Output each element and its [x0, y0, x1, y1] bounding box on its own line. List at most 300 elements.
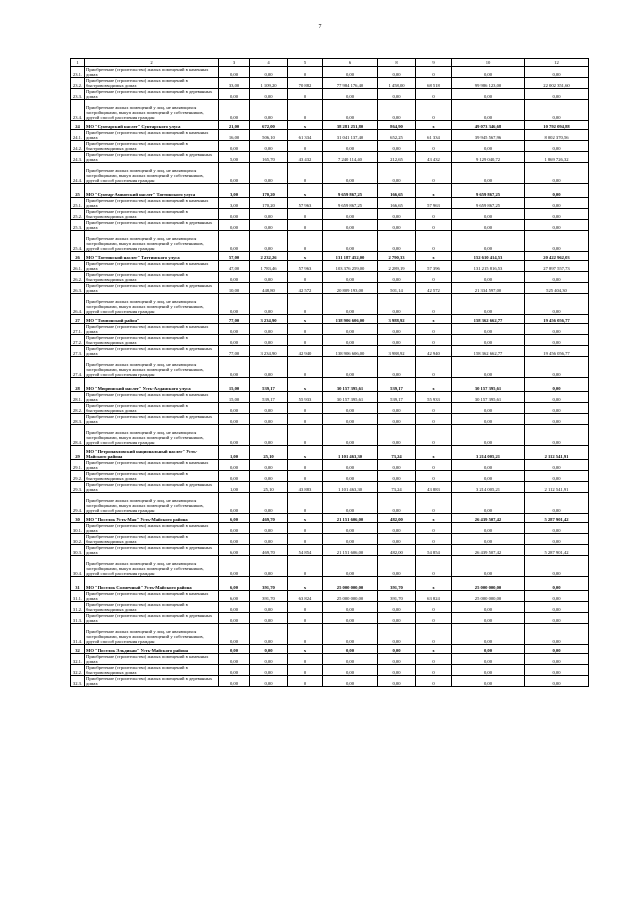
total-cost-cell: 0,00 — [452, 231, 525, 252]
area-cell: 0,00 — [250, 676, 288, 687]
row-name-cell: Приобретение жилых помещений у лиц, не являющихся застройщиками, выкуп жилых помещений у собственников, другой способ расселения граждан — [85, 294, 219, 315]
actual-area-cell: 652,25 — [378, 130, 416, 141]
actual-unit-cost-cell: 55 933 — [416, 392, 452, 403]
area-cell: 0,00 — [250, 613, 288, 624]
unit-cost-cell: 0 — [288, 534, 323, 545]
row-index-cell: 25.2. — [71, 209, 85, 220]
actual-unit-cost-cell: 0 — [416, 665, 452, 676]
area-cell: 0,00 — [250, 294, 288, 315]
row-index-cell: 29 — [71, 446, 85, 460]
area-cell: 25,10 — [250, 446, 288, 460]
actual-area-cell: 539,17 — [378, 378, 416, 392]
row-index-cell: 27.4. — [71, 357, 85, 378]
row-name-cell: Приобретение (строительство) жилых помещений в быстровозводимых домах — [85, 78, 219, 89]
actual-unit-cost-cell: x — [416, 184, 452, 198]
row-index-cell: 32 — [71, 645, 85, 654]
budget-cell: 0,00 — [323, 163, 378, 184]
apartments-count-cell: 0,00 — [219, 493, 250, 514]
budget-cell: 0,00 — [323, 493, 378, 514]
area-cell: 469,70 — [250, 545, 288, 556]
actual-area-cell: 0,00 — [378, 163, 416, 184]
actual-area-cell: 501,14 — [378, 283, 416, 294]
actual-unit-cost-cell: 0 — [416, 220, 452, 231]
extra-funds-cell: 0,00 — [525, 272, 589, 283]
unit-cost-cell: 0 — [288, 665, 323, 676]
row-index-cell: 25.1. — [71, 198, 85, 209]
actual-area-cell: 0,00 — [378, 534, 416, 545]
row-name-cell: МО "Поселок Солнечный" Усть-Майского района — [85, 577, 219, 591]
budget-cell: 30 157 395,61 — [323, 378, 378, 392]
budget-cell: 38 281 251,80 — [323, 121, 378, 130]
area-cell: 0,00 — [250, 403, 288, 414]
apartments-count-cell: 15,00 — [219, 392, 250, 403]
apartments-count-cell: 3,00 — [219, 184, 250, 198]
table-row — [71, 130, 589, 141]
total-cost-cell: 0,00 — [452, 100, 525, 121]
row-index-cell: 31.2. — [71, 602, 85, 613]
total-cost-cell: 21 334 597,00 — [452, 283, 525, 294]
budget-cell: 0,00 — [323, 100, 378, 121]
budget-cell: 31 041 137,40 — [323, 130, 378, 141]
unit-cost-cell: x — [288, 577, 323, 591]
unit-cost-cell: 55 933 — [288, 392, 323, 403]
area-cell: 165,70 — [250, 152, 288, 163]
apartments-count-cell: 0,00 — [219, 335, 250, 346]
actual-area-cell: 391,70 — [378, 577, 416, 591]
actual-unit-cost-cell: 0 — [416, 294, 452, 315]
area-cell: 0,00 — [250, 357, 288, 378]
row-index-cell: 32.1. — [71, 654, 85, 665]
row-name-cell: МО "Сунтарский наслег" Сунтарского улуса — [85, 121, 219, 130]
actual-unit-cost-cell: x — [416, 121, 452, 130]
extra-funds-cell: 0,00 — [525, 231, 589, 252]
extra-funds-cell: 0,00 — [525, 294, 589, 315]
area-cell: 3 234,90 — [250, 346, 288, 357]
budget-cell: 21 151 606,00 — [323, 545, 378, 556]
unit-cost-cell: x — [288, 315, 323, 324]
actual-unit-cost-cell: x — [416, 315, 452, 324]
apartments-count-cell: 3,00 — [219, 198, 250, 209]
unit-cost-cell: 0 — [288, 294, 323, 315]
area-cell: 0,00 — [250, 665, 288, 676]
unit-cost-cell: 0 — [288, 556, 323, 577]
extra-funds-cell: 0,00 — [525, 67, 589, 78]
actual-area-cell: 0,00 — [378, 272, 416, 283]
unit-cost-cell: 0 — [288, 335, 323, 346]
table-row — [71, 231, 589, 252]
total-cost-cell: 39 945 567,96 — [452, 130, 525, 141]
row-index-cell: 26.1. — [71, 261, 85, 272]
budget-cell: 9 659 867,25 — [323, 184, 378, 198]
area-cell: 1 783,46 — [250, 261, 288, 272]
total-cost-cell: 0,00 — [452, 272, 525, 283]
actual-unit-cost-cell: 0 — [416, 556, 452, 577]
table-row — [71, 493, 589, 514]
apartments-count-cell: 5,00 — [219, 152, 250, 163]
extra-funds-cell: 0,00 — [525, 523, 589, 534]
actual-area-cell: 0,00 — [378, 613, 416, 624]
actual-area-cell: 0,00 — [378, 523, 416, 534]
row-name-cell: Приобретение (строительство) жилых помещений в деревянных домах — [85, 346, 219, 357]
actual-unit-cost-cell: 61 334 — [416, 130, 452, 141]
apartments-count-cell: 0,00 — [219, 613, 250, 624]
extra-funds-cell: 0,00 — [525, 602, 589, 613]
area-cell: 0,00 — [250, 209, 288, 220]
budget-cell: 21 151 606,00 — [323, 514, 378, 523]
row-index-cell: 29.1. — [71, 460, 85, 471]
actual-area-cell: 0,00 — [378, 100, 416, 121]
total-cost-cell: 9 129 040,72 — [452, 152, 525, 163]
total-cost-cell: 0,00 — [452, 523, 525, 534]
area-cell: 391,70 — [250, 591, 288, 602]
area-cell: 0,00 — [250, 335, 288, 346]
table-row — [71, 78, 589, 89]
table-row — [71, 613, 589, 624]
extra-funds-cell: 0,00 — [525, 184, 589, 198]
table-row — [71, 425, 589, 446]
actual-area-cell: 3 988,92 — [378, 315, 416, 324]
actual-unit-cost-cell: 57 396 — [416, 261, 452, 272]
actual-unit-cost-cell: 0 — [416, 231, 452, 252]
unit-cost-cell: 0 — [288, 425, 323, 446]
total-cost-cell: 9 659 867,25 — [452, 184, 525, 198]
area-cell: 0,00 — [250, 425, 288, 446]
row-index-cell: 28.2. — [71, 403, 85, 414]
row-name-cell: Приобретение (строительство) жилых помещений в быстровозводимых домах — [85, 602, 219, 613]
area-cell: 0,00 — [250, 414, 288, 425]
actual-unit-cost-cell: 63 824 — [416, 591, 452, 602]
row-index-cell: 25.4. — [71, 231, 85, 252]
area-cell: 0,00 — [250, 645, 288, 654]
apartments-count-cell: 0,00 — [219, 460, 250, 471]
actual-unit-cost-cell: 0 — [416, 414, 452, 425]
budget-cell: 1 101 463,30 — [323, 482, 378, 493]
row-name-cell: Приобретение (строительство) жилых помещений в быстровозводимых домах — [85, 141, 219, 152]
actual-area-cell: 0,00 — [378, 602, 416, 613]
actual-area-cell: 0,00 — [378, 676, 416, 687]
unit-cost-cell: x — [288, 184, 323, 198]
budget-cell: 0,00 — [323, 654, 378, 665]
extra-funds-cell: 0,00 — [525, 209, 589, 220]
row-name-cell: Приобретение жилых помещений у лиц, не являющихся застройщиками, выкуп жилых помещений у собственников, другой способ расселения граждан — [85, 425, 219, 446]
actual-area-cell: 166,65 — [378, 198, 416, 209]
actual-area-cell: 0,00 — [378, 425, 416, 446]
table-row — [71, 471, 589, 482]
extra-funds-cell: 0,00 — [525, 665, 589, 676]
actual-unit-cost-cell: 0 — [416, 163, 452, 184]
row-name-cell: Приобретение (строительство) жилых помещений в деревянных домах — [85, 414, 219, 425]
apartments-count-cell: 0,00 — [219, 665, 250, 676]
total-cost-cell: 49 073 346,68 — [452, 121, 525, 130]
actual-unit-cost-cell: 0 — [416, 67, 452, 78]
unit-cost-cell: 0 — [288, 493, 323, 514]
total-cost-cell: 0,00 — [452, 665, 525, 676]
extra-funds-cell: 0,00 — [525, 591, 589, 602]
row-name-cell: Приобретение (строительство) жилых помещений в каменных домах — [85, 198, 219, 209]
row-name-cell: Приобретение (строительство) жилых помещений в деревянных домах — [85, 613, 219, 624]
extra-funds-cell: 0,00 — [525, 89, 589, 100]
row-name-cell: Приобретение (строительство) жилых помещений в каменных домах — [85, 591, 219, 602]
total-cost-cell: 0,00 — [452, 493, 525, 514]
area-cell: 0,00 — [250, 654, 288, 665]
apartments-count-cell: 77,00 — [219, 315, 250, 324]
row-name-cell: Приобретение (строительство) жилых помещений в деревянных домах — [85, 89, 219, 100]
row-name-cell: МО "Таттинский наслег" Таттинского улуса — [85, 252, 219, 261]
actual-area-cell: 482,00 — [378, 545, 416, 556]
actual-area-cell: 0,00 — [378, 357, 416, 378]
actual-unit-cost-cell: 0 — [416, 523, 452, 534]
actual-unit-cost-cell: x — [416, 378, 452, 392]
apartments-count-cell: 0,00 — [219, 425, 250, 446]
total-cost-cell: 0,00 — [452, 89, 525, 100]
row-index-cell: 30.1. — [71, 523, 85, 534]
row-name-cell: Приобретение (строительство) жилых помещений в деревянных домах — [85, 545, 219, 556]
total-cost-cell: 0,00 — [452, 403, 525, 414]
extra-funds-cell: 0,00 — [525, 471, 589, 482]
table-row — [71, 272, 589, 283]
row-name-cell: Приобретение (строительство) жилых помещений в быстровозводимых домах — [85, 534, 219, 545]
row-index-cell: 30 — [71, 514, 85, 523]
unit-cost-cell: x — [288, 121, 323, 130]
apartments-count-cell: 6,00 — [219, 514, 250, 523]
actual-unit-cost-cell: 42 572 — [416, 283, 452, 294]
budget-cell: 25 000 000,00 — [323, 591, 378, 602]
extra-funds-cell: 0,00 — [525, 403, 589, 414]
extra-funds-cell: 0,00 — [525, 378, 589, 392]
actual-area-cell: 0,00 — [378, 141, 416, 152]
actual-area-cell: 0,00 — [378, 645, 416, 654]
extra-funds-cell: 0,00 — [525, 141, 589, 152]
actual-area-cell: 0,00 — [378, 294, 416, 315]
budget-cell: 30 157 395,61 — [323, 392, 378, 403]
total-cost-cell: 25 000 000,00 — [452, 577, 525, 591]
total-cost-cell: 26 439 507,42 — [452, 545, 525, 556]
total-cost-cell: 0,00 — [452, 676, 525, 687]
extra-funds-cell: 5 287 901,42 — [525, 514, 589, 523]
area-cell: 0,00 — [250, 67, 288, 78]
total-cost-cell: 131 215 816,53 — [452, 261, 525, 272]
row-index-cell: 26.3. — [71, 283, 85, 294]
table-row — [71, 545, 589, 556]
apartments-count-cell: 0,00 — [219, 220, 250, 231]
apartments-count-cell: 0,00 — [219, 403, 250, 414]
column-header: 5 — [288, 59, 323, 67]
total-cost-cell: 0,00 — [452, 414, 525, 425]
area-cell: 0,00 — [250, 471, 288, 482]
table-row — [71, 89, 589, 100]
row-name-cell: Приобретение жилых помещений у лиц, не являющихся застройщиками, выкуп жилых помещений у собственников, другой способ расселения граждан — [85, 624, 219, 645]
total-cost-cell: 0,00 — [452, 471, 525, 482]
row-index-cell: 27 — [71, 315, 85, 324]
unit-cost-cell: 0 — [288, 272, 323, 283]
extra-funds-cell: 2 112 541,91 — [525, 482, 589, 493]
actual-unit-cost-cell: 0 — [416, 89, 452, 100]
extra-funds-cell: 0,00 — [525, 624, 589, 645]
column-header: 10 — [452, 59, 525, 67]
total-cost-cell: 26 439 507,42 — [452, 514, 525, 523]
total-cost-cell: 158 362 662,77 — [452, 346, 525, 357]
row-name-cell: МО "Поселок Эльдикан" Усть-Майского района — [85, 645, 219, 654]
area-cell: 0,00 — [250, 523, 288, 534]
actual-unit-cost-cell: 0 — [416, 613, 452, 624]
budget-cell: 0,00 — [323, 676, 378, 687]
column-header: 4 — [250, 59, 288, 67]
area-cell: 448,80 — [250, 283, 288, 294]
budget-cell: 0,00 — [323, 89, 378, 100]
extra-funds-cell: 0,00 — [525, 493, 589, 514]
actual-unit-cost-cell: 0 — [416, 357, 452, 378]
row-name-cell: Приобретение (строительство) жилых помещений в быстровозводимых домах — [85, 403, 219, 414]
actual-unit-cost-cell: 42 940 — [416, 346, 452, 357]
table-row — [71, 283, 589, 294]
total-cost-cell: 3 214 005,21 — [452, 446, 525, 460]
budget-cell: 0,00 — [323, 335, 378, 346]
area-cell: 0,00 — [250, 220, 288, 231]
actual-unit-cost-cell: x — [416, 514, 452, 523]
apartments-count-cell: 6,00 — [219, 577, 250, 591]
row-name-cell: Приобретение жилых помещений у лиц, не являющихся застройщиками, выкуп жилых помещений у собственников, другой способ расселения граждан — [85, 556, 219, 577]
apartments-count-cell: 57,00 — [219, 252, 250, 261]
actual-area-cell: 166,65 — [378, 184, 416, 198]
row-name-cell: Приобретение жилых помещений у лиц, не являющихся застройщиками, выкуп жилых помещений у собственников, другой способ расселения граждан — [85, 493, 219, 514]
unit-cost-cell: 0 — [288, 357, 323, 378]
actual-area-cell: 2 790,33 — [378, 252, 416, 261]
extra-funds-cell: 0,00 — [525, 556, 589, 577]
row-index-cell: 24 — [71, 121, 85, 130]
unit-cost-cell: 0 — [288, 220, 323, 231]
table-row — [71, 252, 589, 261]
extra-funds-cell: 0,00 — [525, 645, 589, 654]
actual-unit-cost-cell: x — [416, 252, 452, 261]
row-name-cell: Приобретение (строительство) жилых помещений в каменных домах — [85, 460, 219, 471]
actual-unit-cost-cell: 0 — [416, 100, 452, 121]
total-cost-cell: 0,00 — [452, 425, 525, 446]
table-row — [71, 163, 589, 184]
actual-area-cell: 0,00 — [378, 403, 416, 414]
actual-area-cell: 73,24 — [378, 446, 416, 460]
row-index-cell: 23.2. — [71, 78, 85, 89]
table-row — [71, 335, 589, 346]
actual-area-cell: 0,00 — [378, 89, 416, 100]
table-row — [71, 676, 589, 687]
actual-unit-cost-cell: 0 — [416, 425, 452, 446]
actual-unit-cost-cell: 0 — [416, 534, 452, 545]
unit-cost-cell: 0 — [288, 471, 323, 482]
actual-area-cell: 0,00 — [378, 231, 416, 252]
actual-unit-cost-cell: 0 — [416, 209, 452, 220]
row-name-cell: Приобретение (строительство) жилых помещений в каменных домах — [85, 392, 219, 403]
row-name-cell: Приобретение жилых помещений у лиц, не являющихся застройщиками, выкуп жилых помещений у собственников, другой способ расселения граждан — [85, 100, 219, 121]
actual-area-cell: 0,00 — [378, 324, 416, 335]
row-index-cell: 25.3. — [71, 220, 85, 231]
table-row — [71, 665, 589, 676]
table-row — [71, 141, 589, 152]
budget-cell: 138 906 606,00 — [323, 315, 378, 324]
extra-funds-cell: 19 456 056,77 — [525, 346, 589, 357]
unit-cost-cell: 57 963 — [288, 261, 323, 272]
unit-cost-cell: 70 882 — [288, 78, 323, 89]
total-cost-cell: 30 157 395,61 — [452, 378, 525, 392]
apartments-count-cell: 47,00 — [219, 261, 250, 272]
actual-unit-cost-cell: 0 — [416, 493, 452, 514]
extra-funds-cell: 0,00 — [525, 392, 589, 403]
row-index-cell: 25 — [71, 184, 85, 198]
row-index-cell: 24.2. — [71, 141, 85, 152]
actual-area-cell: 0,00 — [378, 220, 416, 231]
row-name-cell: Приобретение (строительство) жилых помещений в деревянных домах — [85, 482, 219, 493]
row-index-cell: 32.2. — [71, 665, 85, 676]
extra-funds-cell: 5 287 901,42 — [525, 545, 589, 556]
table-row — [71, 534, 589, 545]
row-index-cell: 30.4. — [71, 556, 85, 577]
area-cell: 170,20 — [250, 198, 288, 209]
unit-cost-cell: 54 854 — [288, 545, 323, 556]
apartments-count-cell: 16,00 — [219, 130, 250, 141]
area-cell: 0,00 — [250, 556, 288, 577]
row-name-cell: Приобретение (строительство) жилых помещений в каменных домах — [85, 261, 219, 272]
column-header: 8 — [378, 59, 416, 67]
row-index-cell: 31 — [71, 577, 85, 591]
row-index-cell: 24.1. — [71, 130, 85, 141]
unit-cost-cell: 0 — [288, 654, 323, 665]
actual-unit-cost-cell: 0 — [416, 324, 452, 335]
area-cell: 0,00 — [250, 100, 288, 121]
row-name-cell: Приобретение (строительство) жилых помещений в каменных домах — [85, 130, 219, 141]
row-name-cell: Приобретение (строительство) жилых помещений в каменных домах — [85, 324, 219, 335]
budget-cell: 0,00 — [323, 471, 378, 482]
budget-cell: 0,00 — [323, 613, 378, 624]
apartments-count-cell: 0,00 — [219, 141, 250, 152]
actual-area-cell: 212,65 — [378, 152, 416, 163]
extra-funds-cell: 0,00 — [525, 654, 589, 665]
area-cell: 0,00 — [250, 141, 288, 152]
extra-funds-cell: 0,00 — [525, 100, 589, 121]
budget-cell: 0,00 — [323, 357, 378, 378]
row-index-cell: 32.3. — [71, 676, 85, 687]
apartments-count-cell: 0,00 — [219, 231, 250, 252]
apartments-count-cell: 10,00 — [219, 283, 250, 294]
budget-cell: 0,00 — [323, 534, 378, 545]
table-row — [71, 378, 589, 392]
unit-cost-cell: x — [288, 446, 323, 460]
total-cost-cell: 152 610 414,53 — [452, 252, 525, 261]
row-name-cell: МО "Томпонский район" — [85, 315, 219, 324]
apartments-count-cell: 0,00 — [219, 602, 250, 613]
apartments-count-cell: 0,00 — [219, 534, 250, 545]
budget-cell: 7 240 114,40 — [323, 152, 378, 163]
unit-cost-cell: 0 — [288, 414, 323, 425]
unit-cost-cell: 0 — [288, 602, 323, 613]
actual-area-cell: 0,00 — [378, 624, 416, 645]
table-row — [71, 523, 589, 534]
extra-funds-cell: 22 002 351,60 — [525, 78, 589, 89]
budget-cell: 138 906 606,00 — [323, 346, 378, 357]
total-cost-cell: 0,00 — [452, 645, 525, 654]
table-row — [71, 357, 589, 378]
budget-cell: 0,00 — [323, 665, 378, 676]
budget-cell: 0,00 — [323, 645, 378, 654]
budget-cell: 103 376 259,00 — [323, 261, 378, 272]
row-name-cell: Приобретение жилых помещений у лиц, не являющихся застройщиками, выкуп жилых помещений у собственников, другой способ расселения граждан — [85, 163, 219, 184]
total-cost-cell: 0,00 — [452, 67, 525, 78]
table-row — [71, 67, 589, 78]
area-cell: 0,00 — [250, 231, 288, 252]
actual-area-cell: 864,90 — [378, 121, 416, 130]
table-row — [71, 514, 589, 523]
extra-funds-cell: 8 002 370,56 — [525, 130, 589, 141]
area-cell: 539,17 — [250, 378, 288, 392]
apartments-count-cell: 6,00 — [219, 545, 250, 556]
